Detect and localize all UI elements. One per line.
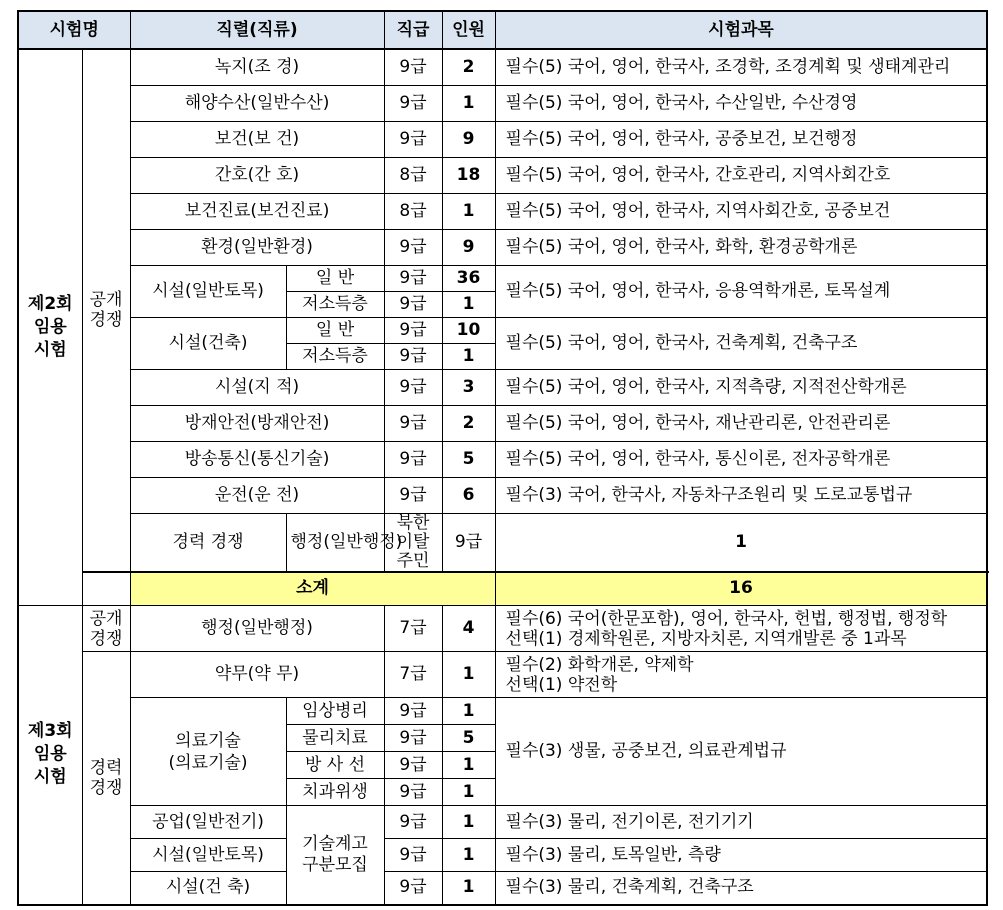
subjects-cell: 필수(5) 국어, 영어, 한국사, 건축계획, 건축구조 <box>495 317 987 369</box>
grade-cell: 9급 <box>384 405 442 441</box>
subjects-cell <box>495 652 987 698</box>
position-cell: 녹지(조 경) <box>130 49 384 85</box>
header-count: 인원 <box>442 11 495 49</box>
grade-cell: 9급 <box>442 513 495 572</box>
count-cell: 1 <box>442 85 495 121</box>
position-cell: 방재안전(방재안전) <box>130 405 384 441</box>
position-line: 의료기술 <box>175 730 241 751</box>
position-cell: 행정(일반행정) <box>286 513 384 572</box>
table-row <box>18 229 987 265</box>
count-cell: 18 <box>442 157 495 193</box>
table-row <box>18 513 987 572</box>
table-row <box>18 405 987 441</box>
count-cell: 1 <box>442 193 495 229</box>
table-row <box>18 806 987 839</box>
tech-note-line: 구분모집 <box>302 854 368 875</box>
count-cell: 1 <box>442 752 495 779</box>
grade-cell: 9급 <box>384 725 442 752</box>
round3-label: 제3회 임용 시험 <box>18 606 82 905</box>
count-cell: 36 <box>442 265 495 291</box>
grade-cell: 9급 <box>384 291 442 317</box>
subjects-cell: 필수(5) 국어, 영어, 한국사, 조경학, 조경계획 및 생태계관리 <box>495 49 987 85</box>
grade-cell: 9급 <box>384 317 442 343</box>
position-cell: 간호(간 호) <box>130 157 384 193</box>
count-cell: 1 <box>442 779 495 806</box>
position-cell: 방송통신(통신기술) <box>130 441 384 477</box>
count-cell: 1 <box>442 839 495 872</box>
subjects-cell: 필수(3) 생물, 공중보건, 의료관계법규 <box>495 698 987 806</box>
position-cell: 해양수산(일반수산) <box>130 85 384 121</box>
subjects-cell <box>495 606 987 652</box>
grade-cell: 9급 <box>384 441 442 477</box>
header-position: 직렬(직류) <box>130 11 384 49</box>
position-cell: 보건진료(보건진료) <box>130 193 384 229</box>
count-cell: 1 <box>442 652 495 698</box>
round3-open-label: 공개 경쟁 <box>82 606 130 652</box>
grade-cell: 9급 <box>384 839 442 872</box>
tech-note-cell <box>286 806 384 905</box>
subjects-cell: 필수(3) 물리, 전기이론, 전기기기 <box>495 806 987 839</box>
position-cell: 시설(건 축) <box>130 872 286 905</box>
count-cell: 1 <box>442 806 495 839</box>
grade-cell: 9급 <box>384 85 442 121</box>
count-cell: 1 <box>442 698 495 725</box>
round2-label: 제2회 임용 시험 <box>18 49 82 606</box>
grade-cell: 7급 <box>384 606 442 652</box>
count-cell: 9 <box>442 229 495 265</box>
sub-position-cell: 저소득층 <box>286 343 384 369</box>
sub-position-cell: 북한이탈주민 <box>384 513 442 572</box>
table-row <box>18 477 987 513</box>
grade-cell: 9급 <box>384 343 442 369</box>
header-subjects: 시험과목 <box>495 11 987 49</box>
count-cell: 5 <box>442 441 495 477</box>
subtotal-label: 소계 <box>130 572 495 606</box>
position-cell: 보건(보 건) <box>130 121 384 157</box>
table-row <box>18 872 987 905</box>
table-row <box>18 157 987 193</box>
table-row <box>18 839 987 872</box>
subjects-line: 필수(2) 화학개론, 약제학 <box>505 654 694 675</box>
round3-career-label: 경력 경쟁 <box>82 652 130 905</box>
position-cell: 시설(지 적) <box>130 369 384 405</box>
position-cell: 시설(건축) <box>130 317 286 369</box>
position-cell: 약무(약 무) <box>130 652 384 698</box>
grade-cell: 9급 <box>384 49 442 85</box>
position-cell: 행정(일반행정) <box>130 606 384 652</box>
table-row <box>18 265 987 291</box>
position-cell: 시설(일반토목) <box>130 265 286 317</box>
position-cell: 환경(일반환경) <box>130 229 384 265</box>
position-cell: 시설(일반토목) <box>130 839 286 872</box>
subjects-line: 필수(6) 국어(한문포함), 영어, 한국사, 헌법, 행정법, 행정학 <box>505 608 948 629</box>
position-line: (의료기술) <box>168 752 248 773</box>
count-cell: 10 <box>442 317 495 343</box>
position-cell <box>130 698 286 806</box>
table-row <box>18 441 987 477</box>
subjects-cell: 필수(5) 국어, 영어, 한국사, 재난관리론, 안전관리론 <box>495 405 987 441</box>
subjects-cell: 필수(5) 국어, 영어, 한국사, 공중보건, 보건행정 <box>495 121 987 157</box>
header-grade: 직급 <box>384 11 442 49</box>
count-cell: 3 <box>442 369 495 405</box>
subjects-cell: 필수(3) 물리, 건축계획, 건축구조 <box>495 872 987 905</box>
table-row <box>18 49 987 85</box>
subjects-cell: 필수(5) 국어, 영어, 한국사, 지적측량, 지적전산학개론 <box>495 369 987 405</box>
sub-position-cell: 일 반 <box>286 317 384 343</box>
subjects-cell: 필수(5) 국어, 영어, 한국사, 통신이론, 전자공학개론 <box>495 441 987 477</box>
subjects-cell: 필수(5) 국어, 영어, 한국사, 간호관리, 지역사회간호 <box>495 157 987 193</box>
subjects-cell: 필수(5) 국어, 영어, 한국사, 수산일반, 수산경영 <box>495 85 987 121</box>
grade-cell: 9급 <box>384 872 442 905</box>
table-row <box>18 317 987 343</box>
count-cell: 2 <box>442 405 495 441</box>
grade-cell: 8급 <box>384 193 442 229</box>
count-cell: 5 <box>442 725 495 752</box>
tech-note-line: 기술계고 <box>302 833 368 854</box>
table-row <box>18 369 987 405</box>
count-cell: 9 <box>442 121 495 157</box>
subjects-cell: 필수(5) 국어, 영어, 한국사, 화학, 환경공학개론 <box>495 229 987 265</box>
grade-cell: 9급 <box>384 477 442 513</box>
count-cell: 4 <box>442 606 495 652</box>
header-row <box>18 11 987 49</box>
subtotal-row <box>18 572 987 606</box>
grade-cell: 9급 <box>384 752 442 779</box>
round2-open-label: 공개 경쟁 <box>82 49 130 572</box>
table-row <box>18 698 987 725</box>
count-cell: 6 <box>442 477 495 513</box>
sub-position-cell: 저소득층 <box>286 291 384 317</box>
subjects-cell: 필수(3) 국어, 한국사, 자동차구조원리 및 도로교통법규 <box>495 477 987 513</box>
table-row <box>18 121 987 157</box>
exam-table <box>17 10 988 906</box>
position-cell: 운전(운 전) <box>130 477 384 513</box>
grade-cell: 9급 <box>384 779 442 806</box>
count-cell: 1 <box>442 343 495 369</box>
sub-position-cell: 치과위생 <box>286 779 384 806</box>
subjects-cell: 필수(5) 국어, 영어, 한국사, 응용역학개론, 토목설계 <box>495 265 987 317</box>
header-exam: 시험명 <box>18 11 130 49</box>
subtotal-count: 16 <box>495 572 987 606</box>
sub-position-cell: 방 사 선 <box>286 752 384 779</box>
table-row <box>18 606 987 652</box>
count-cell: 1 <box>442 872 495 905</box>
table-row <box>18 652 987 698</box>
sub-position-cell: 임상병리 <box>286 698 384 725</box>
subjects-line: 선택(1) 경제학원론, 지방자치론, 지역개발론 중 1과목 <box>505 628 907 649</box>
count-cell: 2 <box>442 49 495 85</box>
sub-position-cell: 일 반 <box>286 265 384 291</box>
grade-cell: 7급 <box>384 652 442 698</box>
table-row <box>18 193 987 229</box>
grade-cell: 8급 <box>384 157 442 193</box>
subjects-cell: 필수(5) 국어, 영어, 한국사, 지역사회간호, 공중보건 <box>495 193 987 229</box>
position-cell: 공업(일반전기) <box>130 806 286 839</box>
count-cell: 1 <box>442 291 495 317</box>
grade-cell: 9급 <box>384 806 442 839</box>
table-row <box>18 85 987 121</box>
count-cell: 1 <box>495 513 987 572</box>
subjects-cell: 필수(3) 물리, 토목일반, 측량 <box>495 839 987 872</box>
round2-career-label: 경력 경쟁 <box>130 513 286 572</box>
grade-cell: 9급 <box>384 121 442 157</box>
subjects-line: 선택(1) 약전학 <box>505 674 618 695</box>
empty-cell <box>82 572 130 606</box>
grade-cell: 9급 <box>384 369 442 405</box>
grade-cell: 9급 <box>384 698 442 725</box>
sub-position-cell: 물리치료 <box>286 725 384 752</box>
grade-cell: 9급 <box>384 229 442 265</box>
grade-cell: 9급 <box>384 265 442 291</box>
